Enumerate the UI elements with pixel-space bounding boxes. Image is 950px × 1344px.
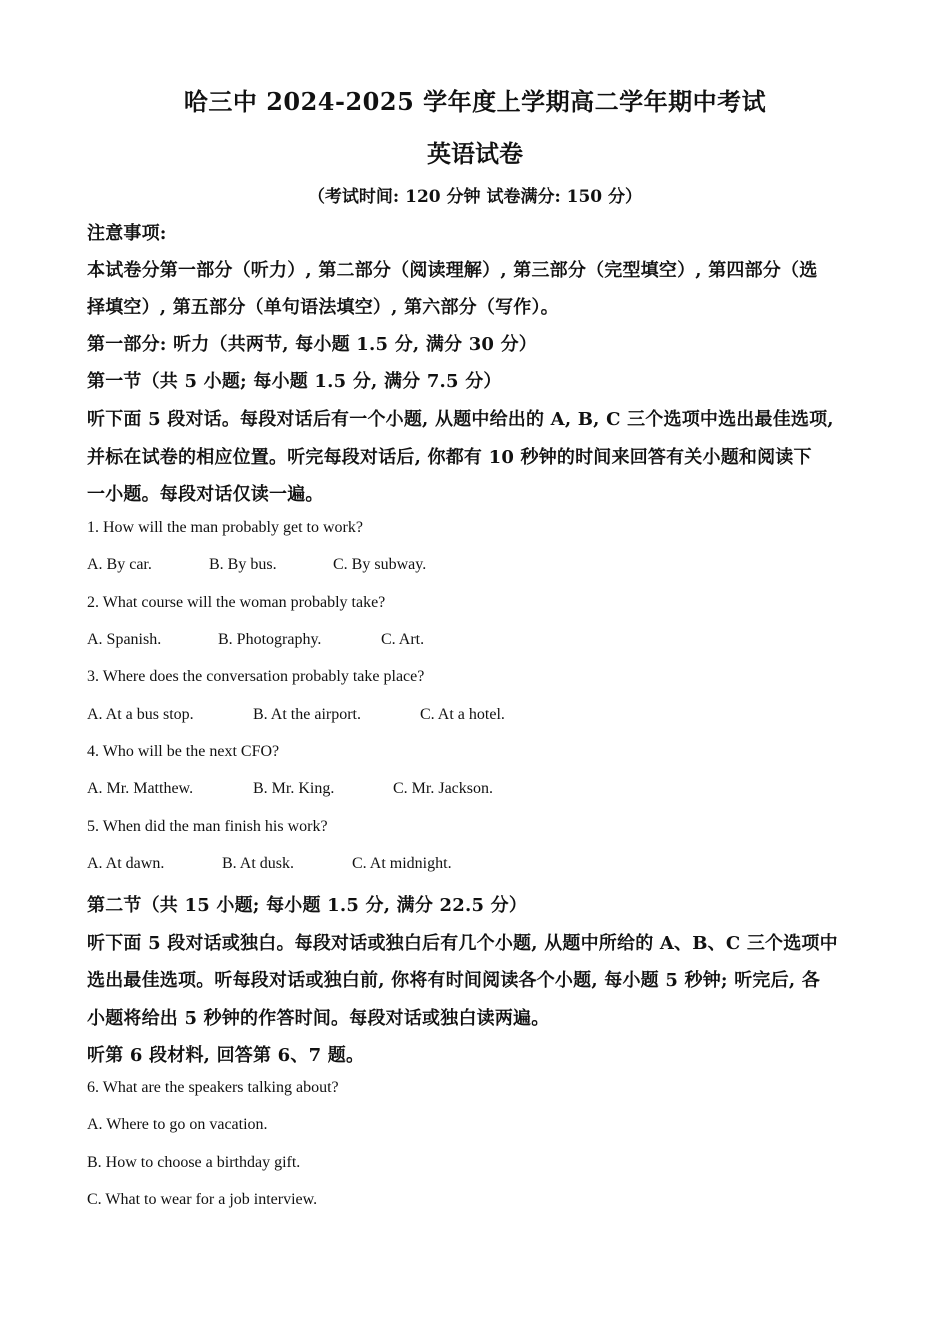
option-c: C. At a hotel.: [420, 706, 505, 723]
question-stem: 1. How will the man probably get to work?: [87, 519, 363, 536]
option-a: A. Mr. Matthew.: [87, 780, 194, 797]
option-c: C. By subway.: [333, 556, 427, 573]
notes-line-1: 本试卷分第一部分（听力）, 第二部分（阅读理解）, 第三部分（完型填空）, 第四部分（选: [87, 260, 818, 281]
material-heading: 听第 6 段材料, 回答第 6、7 题。: [87, 1045, 365, 1066]
option-c: C. At midnight.: [352, 855, 452, 872]
question-stem: 3. Where does the conversation probably take place?: [87, 668, 425, 685]
question-stem: 6. What are the speakers talking about?: [87, 1079, 339, 1096]
option-c: C. Art.: [381, 631, 425, 648]
question-stem: 5. When did the man finish his work?: [87, 818, 328, 835]
option-a: A. By car.: [87, 556, 152, 573]
section2-instr-line-1: 听下面 5 段对话或独白。每段对话或独白后有几个小题, 从题中所给的 A、B、C 三个选项中: [87, 933, 838, 954]
section1-instr-line-1: 听下面 5 段对话。每段对话后有一个小题, 从题中给出的 A, B, C 三个选项中选出最佳选项,: [87, 409, 834, 430]
question-stem: 2. What course will the woman probably take?: [87, 594, 386, 611]
question-stem: 4. Who will be the next CFO?: [87, 743, 280, 760]
exam-title: 哈三中 2024-2025 学年度上学期高二学年期中考试: [183, 87, 767, 116]
option-c: C. What to wear for a job interview.: [87, 1191, 318, 1208]
section2-instr-line-3: 小题将给出 5 秒钟的作答时间。每段对话或独白读两遍。: [87, 1008, 550, 1029]
option-b: B. By bus.: [209, 556, 277, 573]
option-a: A. At a bus stop.: [87, 706, 194, 723]
section1-instr-line-3: 一小题。每段对话仅读一遍。: [87, 484, 324, 505]
option-b: B. Mr. King.: [253, 780, 335, 797]
option-c: C. Mr. Jackson.: [393, 780, 493, 797]
option-b: B. Photography.: [218, 631, 322, 648]
section2-heading: 第二节（共 15 小题; 每小题 1.5 分, 满分 22.5 分）: [87, 895, 528, 916]
section1-heading: 第一节（共 5 小题; 每小题 1.5 分, 满分 7.5 分）: [87, 371, 502, 392]
notes-line-2: 择填空）, 第五部分（单句语法填空）, 第六部分（写作）。: [87, 297, 559, 318]
option-a: A. Where to go on vacation.: [87, 1116, 268, 1133]
section2-instr-line-2: 选出最佳选项。听每段对话或独白前, 你将有时间阅读各个小题, 每小题 5 秒钟; 听完后, 各: [87, 970, 820, 991]
section1-instr-line-2: 并标在试卷的相应位置。听完每段对话后, 你都有 10 秒钟的时间来回答有关小题和阅读下: [87, 447, 812, 468]
option-a: A. At dawn.: [87, 855, 165, 872]
option-b: B. How to choose a birthday gift.: [87, 1154, 301, 1171]
part1-heading: 第一部分: 听力（共两节, 每小题 1.5 分, 满分 30 分）: [87, 334, 538, 355]
option-b: B. At the airport.: [253, 706, 361, 723]
option-b: B. At dusk.: [222, 855, 295, 872]
exam-info: （考试时间: 120 分钟 试卷满分: 150 分）: [307, 187, 643, 207]
exam-subtitle: 英语试卷: [427, 139, 523, 168]
notes-heading: 注意事项:: [87, 223, 167, 244]
option-a: A. Spanish.: [87, 631, 162, 648]
